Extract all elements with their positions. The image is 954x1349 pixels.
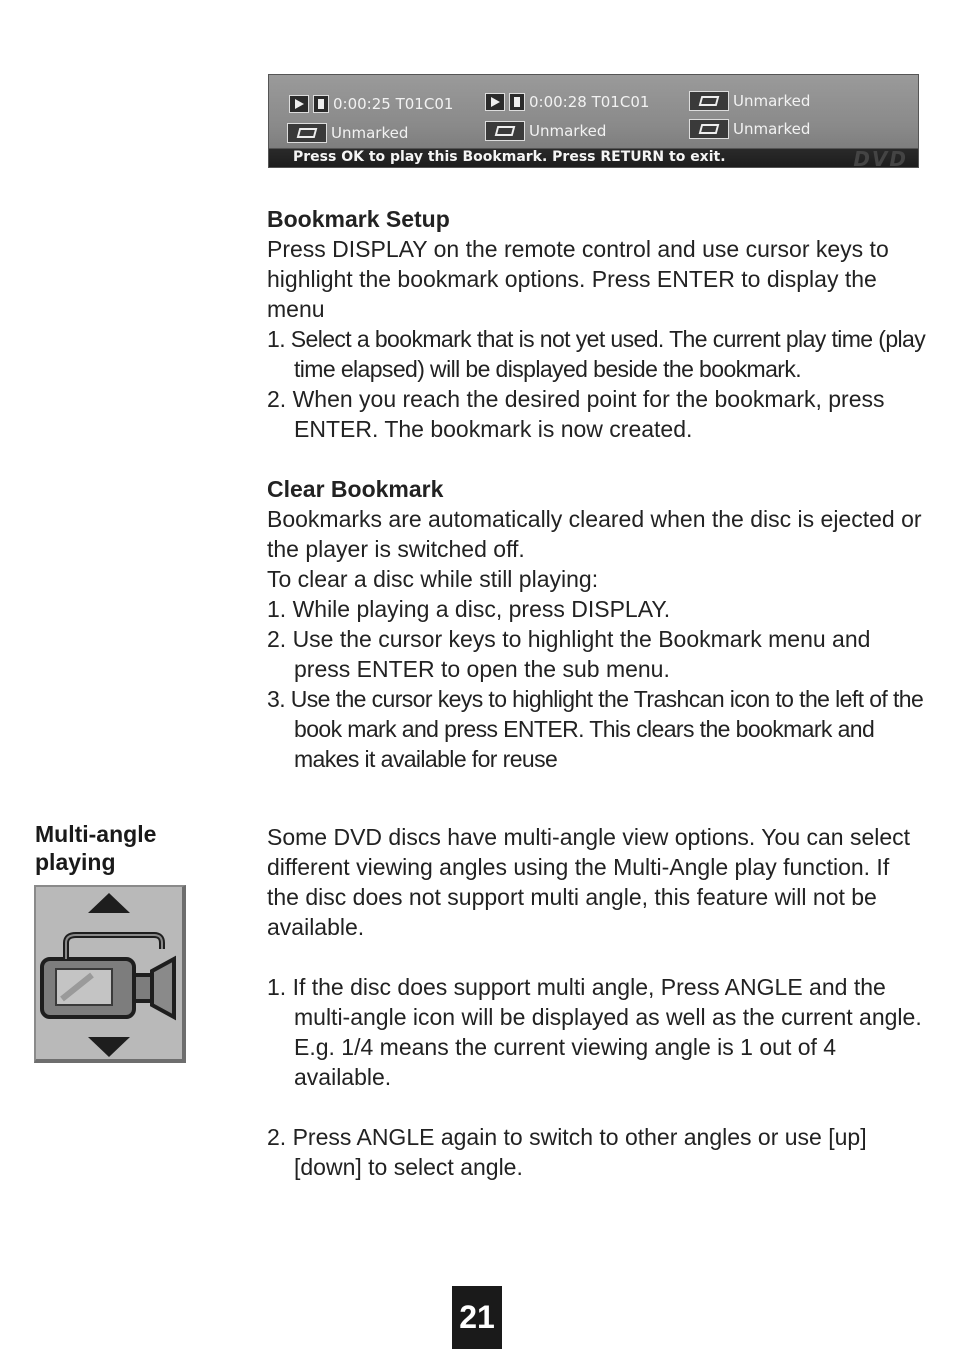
multi-angle-step-2: 2. Press ANGLE again to switch to other angles or use [up] [down] to select angle. bbox=[267, 1124, 867, 1180]
trash-icon bbox=[509, 93, 525, 111]
clear-bookmark-step-1: 1. While playing a disc, press DISPLAY. bbox=[267, 596, 671, 622]
clear-bookmark-section bbox=[267, 474, 927, 774]
bookmark-slot-3 bbox=[689, 91, 810, 111]
arrow-down-icon bbox=[88, 1037, 130, 1057]
bookmark-2-time: 0:00:28 T01C01 bbox=[529, 93, 650, 111]
page-number: 21 bbox=[452, 1286, 502, 1349]
camera-icon bbox=[36, 887, 182, 1059]
play-icon bbox=[485, 93, 505, 111]
multi-angle-heading-line-2: playing bbox=[35, 849, 116, 875]
clear-bookmark-heading: Clear Bookmark bbox=[267, 476, 444, 502]
bookmark-setup-section bbox=[267, 204, 927, 444]
play-icon bbox=[289, 95, 309, 113]
bookmark-setup-intro: Press DISPLAY on the remote control and use cursor keys to highlight the bookmark options. Press ENTER to display the menu bbox=[267, 236, 889, 322]
bookmark-3-status: Unmarked bbox=[733, 92, 811, 110]
bookmark-slot-1 bbox=[289, 95, 453, 113]
bookmark-slot-2 bbox=[485, 93, 649, 111]
bookmark-4-status: Unmarked bbox=[331, 124, 409, 142]
osd-message: Press OK to play this Bookmark. Press RETURN to exit. bbox=[293, 149, 726, 165]
arrow-up-icon bbox=[88, 893, 130, 913]
multi-angle-section bbox=[267, 822, 927, 1182]
bookmark-slot-5 bbox=[485, 121, 606, 141]
bookmark-setup-heading: Bookmark Setup bbox=[267, 206, 450, 232]
clear-bookmark-lead: To clear a disc while still playing: bbox=[267, 566, 599, 592]
clear-bookmark-intro: Bookmarks are automatically cleared when the disc is ejected or the player is switched off. bbox=[267, 506, 922, 562]
bookmark-1-time: 0:00:25 T01C01 bbox=[333, 95, 454, 113]
multi-angle-heading bbox=[35, 820, 235, 876]
bookmark-osd-screenshot bbox=[268, 74, 919, 171]
bookmark-5-status: Unmarked bbox=[529, 122, 607, 140]
bookmark-icon bbox=[689, 119, 729, 139]
bookmark-setup-step-1: 1. Select a bookmark that is not yet used. The current play time (play time elapsed) will be displayed beside the bookmark. bbox=[267, 326, 926, 382]
spacer bbox=[267, 942, 927, 972]
clear-bookmark-step-3: 3. Use the cursor keys to highlight the Trashcan icon to the left of the book mark and press ENTER. This clears the bookmark and makes it available for reuse bbox=[267, 686, 924, 772]
multi-angle-step-1: 1. If the disc does support multi angle, Press ANGLE and the multi-angle icon will be displayed as well as the current angle. E.g. 1/4 means the current viewing angle is 1 out of 4 available. bbox=[267, 974, 922, 1090]
dvd-logo: DVD bbox=[853, 147, 908, 171]
clear-bookmark-step-2: 2. Use the cursor keys to highlight the Bookmark menu and press ENTER to open the sub menu. bbox=[267, 626, 871, 682]
trash-icon bbox=[313, 95, 329, 113]
bookmark-6-status: Unmarked bbox=[733, 120, 811, 138]
multi-angle-intro: Some DVD discs have multi-angle view options. You can select different viewing angles using the Multi-Angle play function. If the disc does not support multi angle, this feature will not be available. bbox=[267, 824, 911, 940]
bookmark-setup-step-2: 2. When you reach the desired point for the bookmark, press ENTER. The bookmark is now created. bbox=[267, 386, 885, 442]
multi-angle-camera-icon bbox=[34, 885, 186, 1063]
multi-angle-heading-line-1: Multi-angle bbox=[35, 821, 157, 847]
bookmark-icon bbox=[485, 121, 525, 141]
bookmark-slot-4 bbox=[287, 123, 408, 143]
bookmark-icon bbox=[287, 123, 327, 143]
bookmark-icon bbox=[689, 91, 729, 111]
bookmark-slot-6 bbox=[689, 119, 810, 139]
spacer bbox=[267, 1092, 927, 1122]
